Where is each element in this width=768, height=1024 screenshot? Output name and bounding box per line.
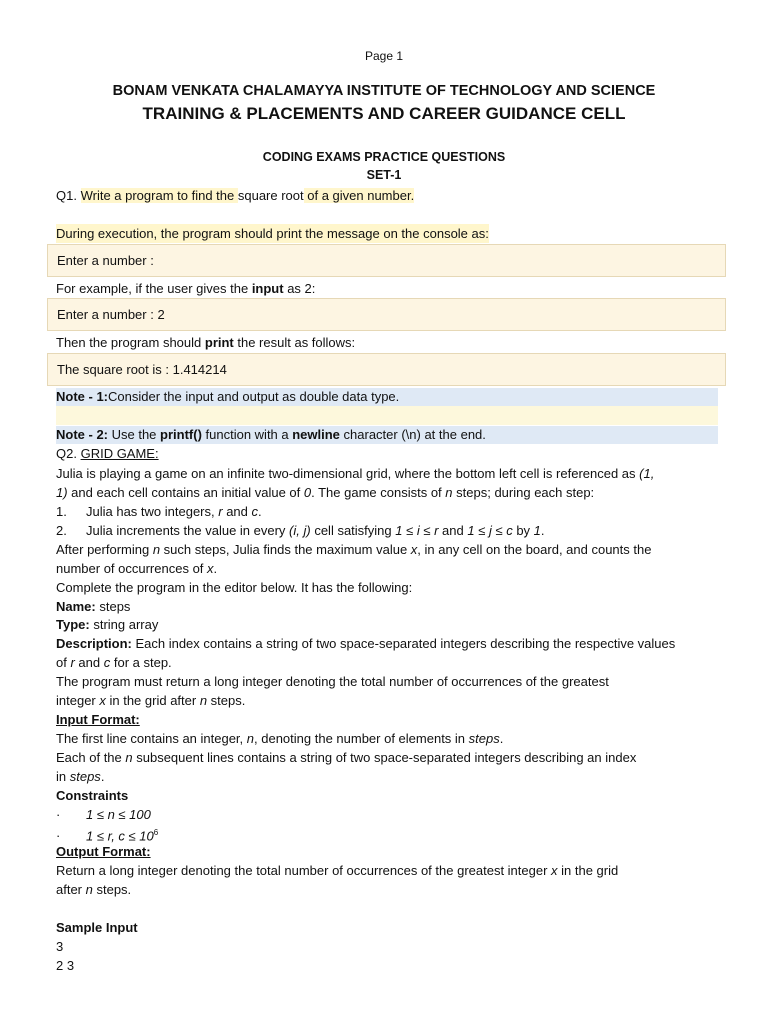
example-part-b: input	[251, 281, 284, 296]
sample-line-2: 2 3	[56, 958, 75, 973]
must-line-1: The program must return a long integer denoting the total number of occurrences of the greatest	[56, 674, 609, 689]
note-1	[56, 388, 718, 406]
after2-c: .	[213, 561, 218, 576]
first-c: , denoting the number of elements in	[254, 731, 469, 746]
note-1-text: Consider the input and output as double data type.	[108, 389, 400, 404]
ret1-c: in the grid	[557, 863, 619, 878]
type-value: string array	[89, 617, 159, 632]
type-line	[56, 615, 158, 634]
q1-then-line	[56, 333, 355, 352]
q1-text-part3: of a given number.	[303, 188, 415, 203]
must2-c: in the grid after	[105, 693, 200, 708]
console-box-2-text: Enter a number : 2	[57, 307, 165, 322]
after1-b: n	[152, 542, 161, 557]
after-line-2	[56, 559, 217, 578]
must-line-2	[56, 691, 245, 710]
console-box-3-text: The square root is : 1.414214	[57, 362, 227, 377]
console-box-2	[47, 298, 726, 331]
intro1-b: (1,	[639, 466, 655, 481]
step1-d: c	[251, 504, 258, 519]
description-line-2	[56, 653, 172, 672]
first-e: .	[499, 731, 504, 746]
q2-number: Q2.	[56, 446, 81, 461]
intro2-a: 1)	[56, 485, 68, 500]
first-b: n	[246, 731, 255, 746]
step2-c: cell satisfying	[310, 523, 396, 538]
first-a: The first line contains an integer,	[56, 731, 247, 746]
console-box-3	[47, 353, 726, 386]
constraint-2-exponent: 6	[153, 828, 159, 837]
description-value: Each index contains a string of two space-separated integers describing the respective values	[131, 636, 676, 651]
intro2-c: 0	[303, 485, 312, 500]
q2-title: GRID GAME:	[80, 446, 159, 461]
cell-title: TRAINING & PLACEMENTS AND CAREER GUIDANCE CELL	[142, 104, 626, 123]
set-label: SET-1	[366, 168, 402, 182]
intro2-e: n	[445, 485, 453, 500]
q1-question	[56, 186, 414, 205]
after1-e: , in any cell on the board, and counts the	[417, 542, 652, 557]
must2-d: n	[199, 693, 208, 708]
description-label: Description:	[56, 636, 132, 651]
return-line-2	[56, 880, 131, 899]
step2-e: and	[438, 523, 468, 538]
note-2	[56, 426, 718, 444]
sample-input-title: Sample Input	[56, 920, 138, 935]
after2-b: x	[207, 561, 214, 576]
note-2-part-b: printf()	[160, 427, 202, 442]
desc2-d: c	[103, 655, 111, 670]
constraint-2-text: 1 ≤ r, c ≤ 10	[86, 828, 154, 844]
q1-example-line	[56, 279, 315, 298]
name-line	[56, 597, 130, 616]
type-label: Type:	[56, 617, 90, 632]
q2-intro-2	[56, 483, 594, 502]
q1-text-part2: square root	[237, 188, 304, 203]
step2-b: (i, j)	[289, 523, 311, 538]
first-d: steps	[468, 731, 500, 746]
each2-b: steps	[69, 769, 101, 784]
must2-a: integer	[56, 693, 100, 708]
step2-a: Julia increments the value in every	[86, 523, 290, 538]
constraint-1	[56, 805, 151, 824]
must2-b: x	[99, 693, 106, 708]
sample-line-1: 3	[56, 939, 64, 954]
intro2-b: and each cell contains an initial value of	[67, 485, 304, 500]
intro1-a: Julia is playing a game on an infinite two-dimensional grid, where the bottom left cell is referenced as	[56, 466, 640, 481]
note-1-label: Note - 1:	[56, 389, 108, 404]
step1-e: .	[258, 504, 262, 519]
step1-c: and	[222, 504, 252, 519]
desc2-c: and	[74, 655, 104, 670]
step-1	[56, 502, 262, 521]
after1-a: After performing	[56, 542, 153, 557]
ret1-a: Return a long integer denoting the total number of occurrences of the greatest integer	[56, 863, 552, 878]
each2-a: in	[56, 769, 70, 784]
after1-c: such steps, Julia finds the maximum value	[160, 542, 411, 557]
step2-d: 1 ≤ i ≤ r	[395, 523, 439, 538]
q1-number: Q1.	[56, 188, 81, 203]
step-2	[56, 521, 545, 540]
institute-name: BONAM VENKATA CHALAMAYYA INSTITUTE OF TECHNOLOGY AND SCIENCE	[112, 83, 656, 99]
input-format-heading	[56, 710, 140, 729]
q2-heading	[56, 444, 159, 463]
each-line-1	[56, 748, 636, 767]
step2-i: .	[540, 523, 545, 538]
step1-b: r	[218, 504, 223, 519]
each1-c: subsequent lines contains a string of two space-separated integers describing an index	[132, 750, 637, 765]
desc2-a: of	[56, 655, 71, 670]
desc2-e: for a step.	[110, 655, 172, 670]
exam-title: CODING EXAMS PRACTICE QUESTIONS	[262, 150, 506, 164]
name-label: Name:	[56, 599, 96, 614]
after-line-1	[56, 540, 651, 559]
complete-line: Complete the program in the editor below. It has the following:	[56, 580, 413, 595]
output-format-heading	[56, 842, 151, 861]
must2-e: steps.	[207, 693, 246, 708]
first-line-desc	[56, 729, 503, 748]
note-2-part-c: function with a	[201, 427, 293, 442]
step1-a: Julia has two integers,	[86, 504, 219, 519]
constraint-1-text: 1 ≤ n ≤ 100	[86, 807, 151, 822]
note-2-part-a: Use the	[108, 427, 161, 442]
ret1-b: x	[551, 863, 558, 878]
constraints-title: Constraints	[56, 788, 129, 803]
ret2-c: steps.	[92, 882, 132, 897]
console-box-1	[47, 244, 726, 277]
constraint-2-bullet: ·	[56, 828, 61, 844]
step-2-number: 2.	[56, 523, 67, 538]
intro2-f: steps; during each step:	[452, 485, 595, 500]
sample-input-heading	[56, 918, 138, 937]
intro2-d: . The game consists of	[311, 485, 446, 500]
each1-b: n	[125, 750, 133, 765]
then-part-b: print	[204, 335, 234, 350]
note-2-part-e: character (\n) at the end.	[339, 427, 486, 442]
step2-h: 1	[533, 523, 541, 538]
description-line-1	[56, 634, 675, 653]
each2-c: .	[100, 769, 105, 784]
output-format-title: Output Format:	[56, 844, 151, 859]
each-line-2	[56, 767, 104, 786]
after2-a: number of occurrences of	[56, 561, 208, 576]
q1-text-part1: Write a program to find the	[80, 188, 238, 203]
step2-g: by	[512, 523, 534, 538]
example-part-c: as 2:	[283, 281, 316, 296]
constraints-heading	[56, 786, 128, 805]
ret2-a: after	[56, 882, 86, 897]
step2-f: 1 ≤ j ≤ c	[467, 523, 513, 538]
q2-intro-1	[56, 464, 654, 483]
after1-d: x	[410, 542, 418, 557]
name-value: steps	[95, 599, 131, 614]
input-format-title: Input Format:	[56, 712, 140, 727]
q1-exec-line: During execution, the program should print the message on the console as:	[56, 226, 489, 241]
note-2-part-d: newline	[292, 427, 340, 442]
each1-a: Each of the	[56, 750, 126, 765]
constraint-1-bullet: ·	[56, 807, 61, 822]
example-part-a: For example, if the user gives the	[56, 281, 252, 296]
note-spacer	[56, 406, 718, 425]
note-2-label: Note - 2:	[56, 427, 108, 442]
then-part-c: the result as follows:	[233, 335, 356, 350]
page-number: Page 1	[364, 49, 404, 63]
desc2-b: r	[70, 655, 75, 670]
step-1-number: 1.	[56, 504, 67, 519]
ret2-b: n	[85, 882, 93, 897]
return-line-1	[56, 861, 618, 880]
then-part-a: Then the program should	[56, 335, 205, 350]
console-box-1-text: Enter a number :	[57, 253, 154, 268]
